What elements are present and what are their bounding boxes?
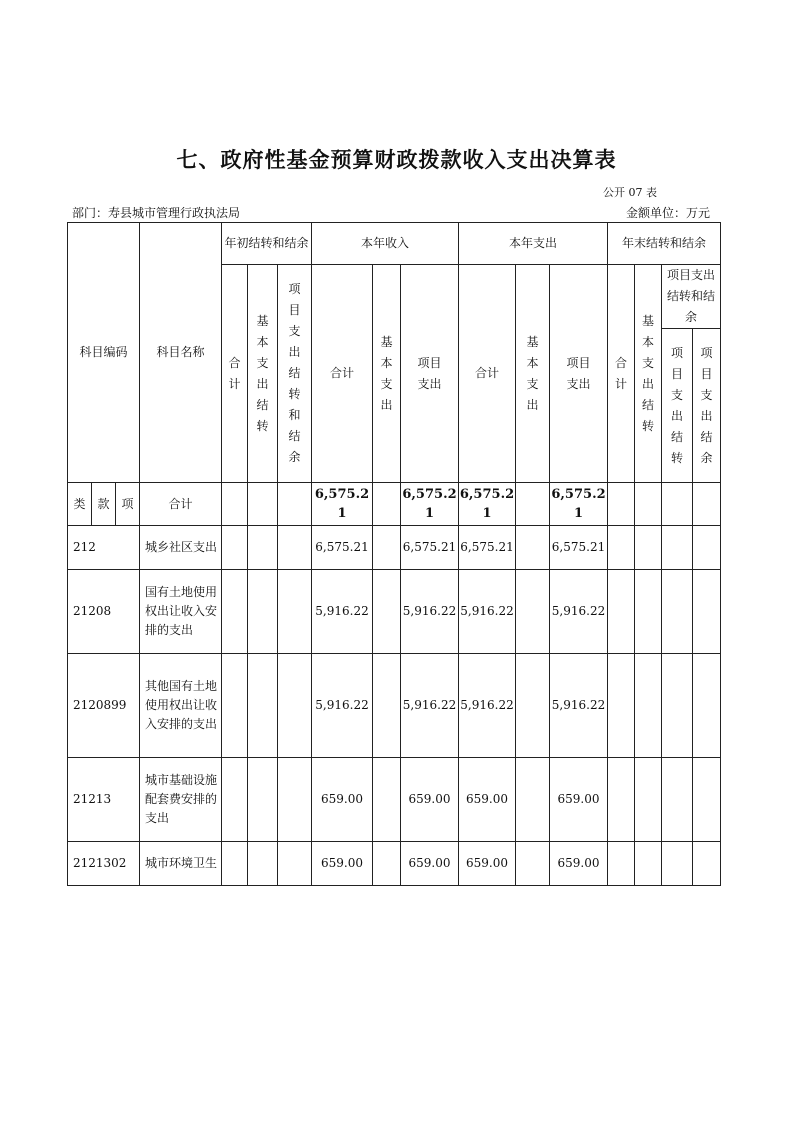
table-row — [68, 758, 721, 842]
header-cat: 类 — [68, 483, 92, 526]
row-name: 国有土地使用权出让收入安排的支出 — [140, 570, 222, 654]
row-expense-total: 659.00 — [459, 758, 516, 842]
row-expense-project: 659.00 — [550, 758, 608, 842]
header-income: 本年收入 — [312, 223, 459, 265]
header-item: 项 — [116, 483, 140, 526]
header-begin-balance: 年初结转和结余 — [222, 223, 312, 265]
header-expense-project: 项目支出 — [550, 265, 608, 483]
table-row — [68, 526, 721, 570]
row-income-total: 5,916.22 — [312, 654, 373, 758]
header-expense-total: 合计 — [459, 265, 516, 483]
row-expense-total: 5,916.22 — [459, 654, 516, 758]
table-row — [68, 654, 721, 758]
header-sec: 款 — [92, 483, 116, 526]
header-expense: 本年支出 — [459, 223, 608, 265]
header-end-basic: 基本支出结转 — [635, 265, 662, 483]
row-name: 城乡社区支出 — [140, 526, 222, 570]
form-number: 公开 07 表 — [603, 186, 657, 199]
header-begin-total: 合计 — [222, 265, 248, 483]
header-expense-basic: 基本支出 — [516, 265, 550, 483]
total-expense-project: 6,575.21 — [550, 483, 608, 526]
table-row — [68, 842, 721, 886]
total-expense-total: 6,575.21 — [459, 483, 516, 526]
row-code: 2120899 — [68, 654, 140, 758]
total-income-total: 6,575.21 — [312, 483, 373, 526]
header-end-project-surplus: 项目支出结余 — [693, 329, 721, 483]
header-end-project-carry: 项目支出结转 — [662, 329, 693, 483]
header-end-total: 合计 — [608, 265, 635, 483]
row-expense-project: 5,916.22 — [550, 570, 608, 654]
table-row — [68, 570, 721, 654]
row-code: 21213 — [68, 758, 140, 842]
header-income-basic: 基本支出 — [373, 265, 401, 483]
row-name: 城市基础设施配套费安排的支出 — [140, 758, 222, 842]
row-code: 21208 — [68, 570, 140, 654]
row-name: 其他国有土地使用权出让收入安排的支出 — [140, 654, 222, 758]
row-income-project: 659.00 — [401, 842, 459, 886]
row-expense-project: 6,575.21 — [550, 526, 608, 570]
row-expense-total: 6,575.21 — [459, 526, 516, 570]
row-income-total: 659.00 — [312, 842, 373, 886]
total-income-project: 6,575.21 — [401, 483, 459, 526]
header-name: 科目名称 — [140, 223, 222, 483]
header-begin-project: 项目支出结转和结余 — [278, 265, 312, 483]
budget-table — [67, 222, 721, 886]
department-label: 部门：寿县城市管理行政执法局 — [72, 206, 241, 220]
unit-label: 金额单位：万元 — [626, 206, 711, 220]
row-expense-total: 5,916.22 — [459, 570, 516, 654]
header-income-project: 项目支出 — [401, 265, 459, 483]
header-income-total: 合计 — [312, 265, 373, 483]
header-code: 科目编码 — [68, 223, 140, 483]
row-income-total: 5,916.22 — [312, 570, 373, 654]
row-income-project: 5,916.22 — [401, 654, 459, 758]
row-income-total: 6,575.21 — [312, 526, 373, 570]
row-code: 2121302 — [68, 842, 140, 886]
row-income-project: 5,916.22 — [401, 570, 459, 654]
header-end-balance: 年末结转和结余 — [608, 223, 721, 265]
row-code: 212 — [68, 526, 140, 570]
page-title: 七、政府性基金预算财政拨款收入支出决算表 — [176, 147, 617, 172]
total-row-label: 合计 — [140, 483, 222, 526]
row-expense-project: 5,916.22 — [550, 654, 608, 758]
row-expense-total: 659.00 — [459, 842, 516, 886]
header-end-project: 项目支出结转和结余 — [662, 265, 721, 329]
row-income-total: 659.00 — [312, 758, 373, 842]
header-begin-basic: 基本支出结转 — [248, 265, 278, 483]
row-name: 城市环境卫生 — [140, 842, 222, 886]
row-income-project: 659.00 — [401, 758, 459, 842]
row-expense-project: 659.00 — [550, 842, 608, 886]
row-income-project: 6,575.21 — [401, 526, 459, 570]
